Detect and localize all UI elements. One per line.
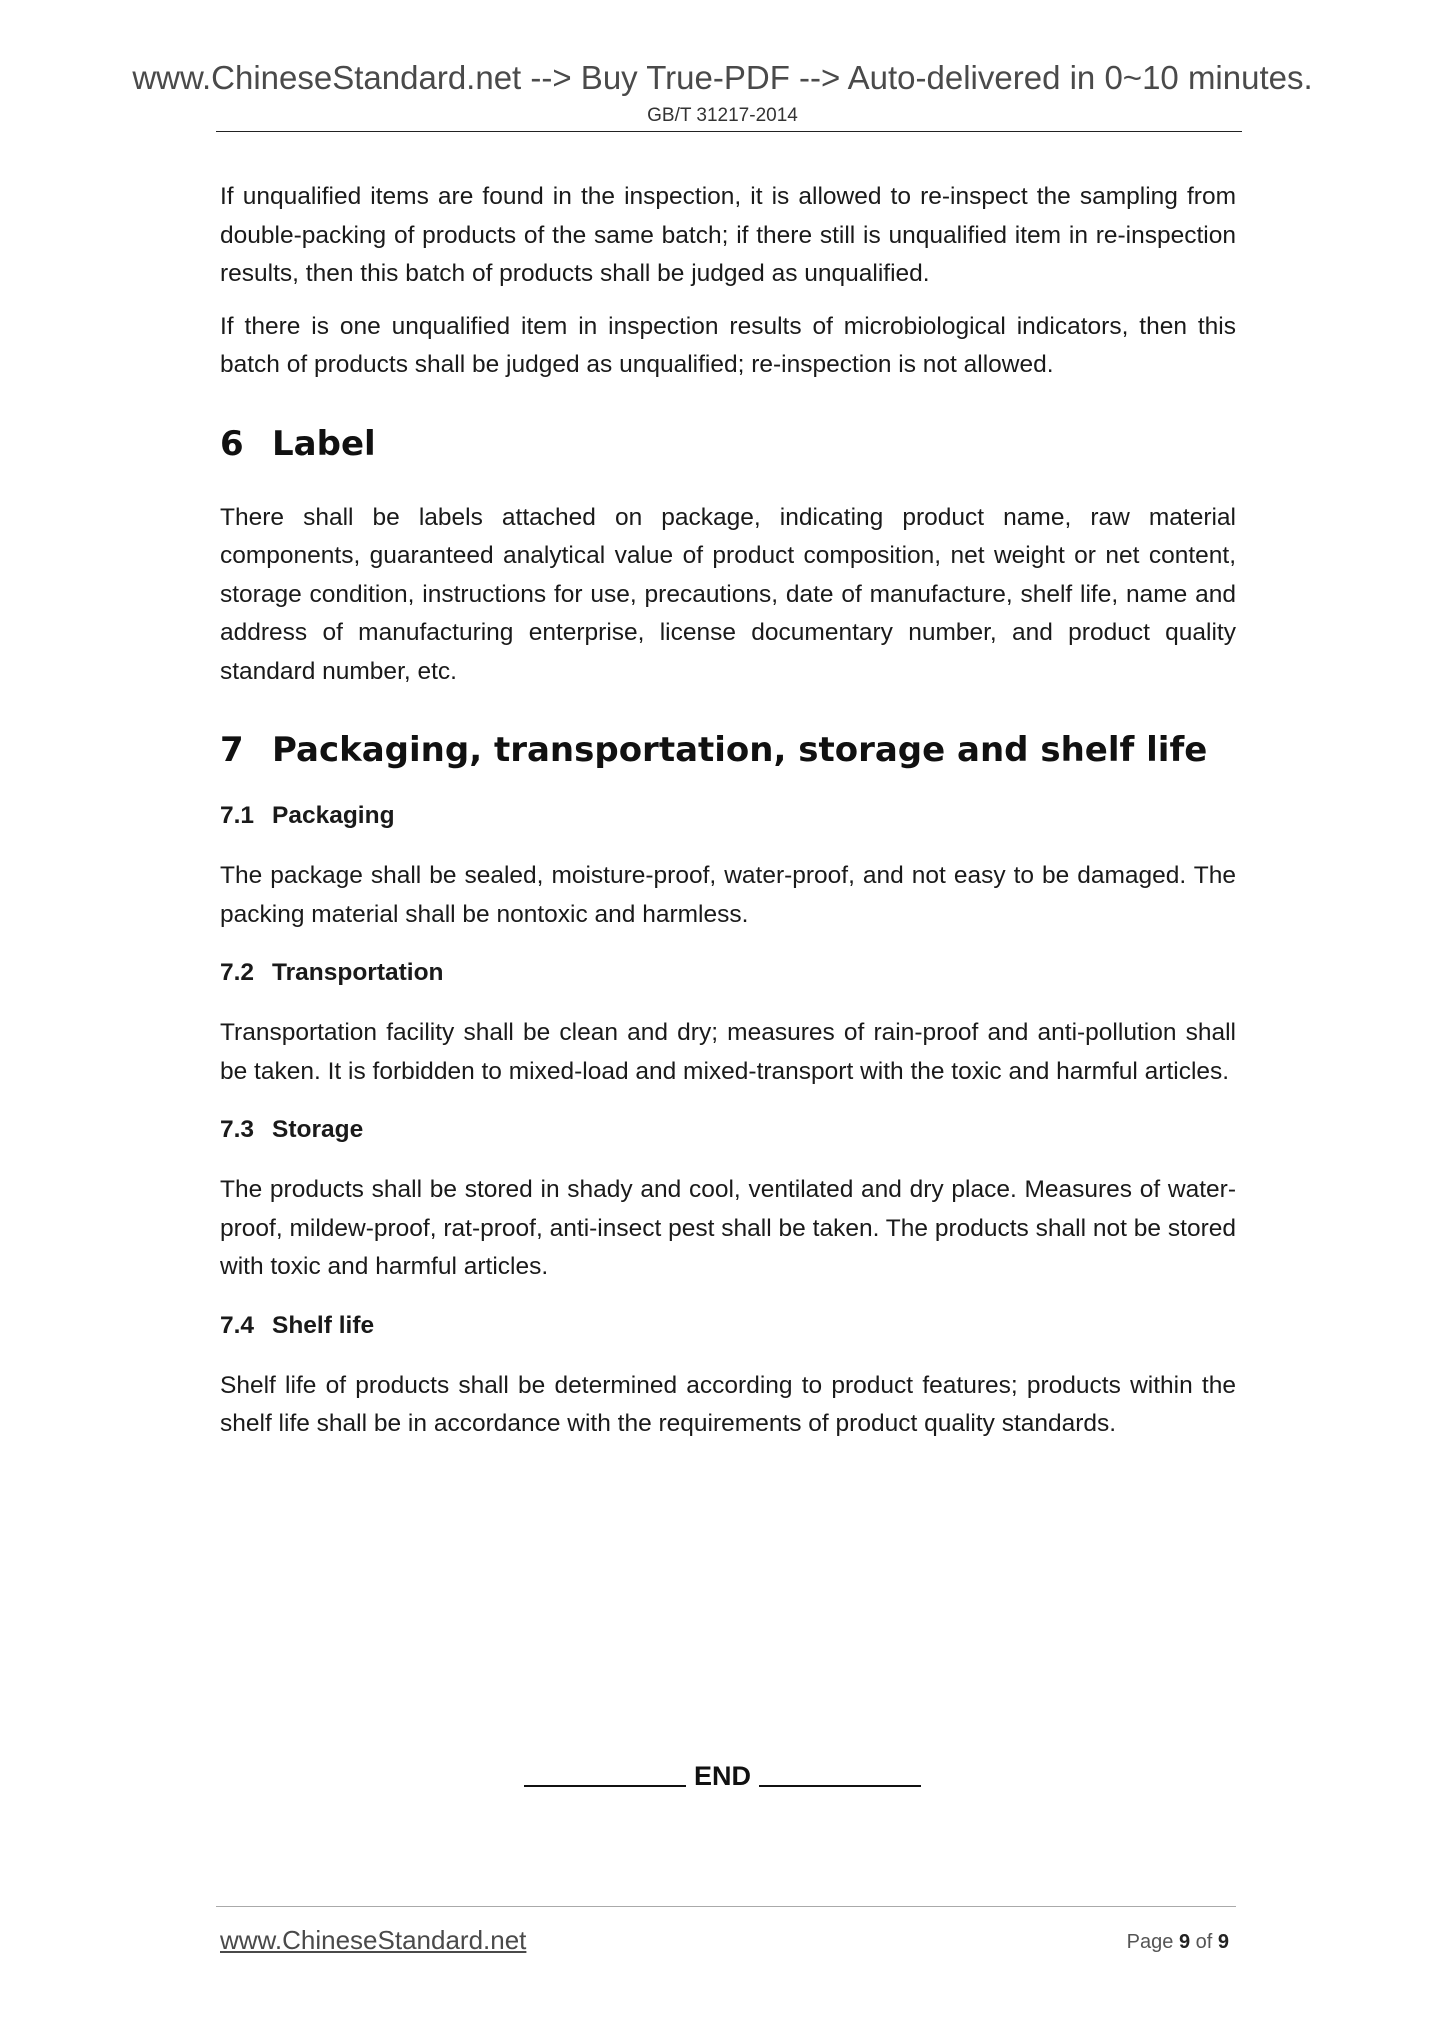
page-content [220,178,1236,1444]
subsection-title: Shelf life [272,1311,375,1339]
page-total: 9 [1217,1931,1229,1953]
subsection-heading-transportation [220,956,1236,990]
section-title: Label [272,423,376,464]
subsection-number: 7.1 [220,802,255,829]
end-label: END [693,1761,751,1791]
subsection-number: 7.2 [220,959,255,986]
section-heading-packaging [220,729,1236,771]
end-underline-left [524,1785,686,1787]
footer-divider [216,1906,1236,1907]
subsection-number: 7.4 [220,1311,255,1339]
page-indicator [1127,1928,1229,1956]
section-title: Packaging, transportation, storage and shelf life [272,730,1208,770]
header-divider [216,131,1242,132]
page-of: of [1195,1931,1213,1953]
subsection-heading-shelf-life [220,1309,1236,1343]
section-number: 6 [220,423,244,464]
section-number: 7 [220,730,244,770]
paragraph-microbiological: If there is one unqualified item in inspection results of microbiological indicators, then this batch of products shall be judged as unqualified; re-inspection is not allowed. [220,312,1236,378]
subsection-heading-packaging [220,799,1236,833]
end-marker [0,1758,1445,1794]
paragraph-packaging: The package shall be sealed, moisture-proof, water-proof, and not easy to be damaged. The packing material shall be nontoxic and harmless. [220,862,1236,928]
paragraph-label: There shall be labels attached on package, indicating product name, raw material components, guaranteed analytical value of product composition, net weight or net content, storage condition, instructions for use, precautions, date of manufacture, shelf life, name and address of manufacturing enterprise, license documentary number, and product quality standard number, etc. [220,503,1236,685]
page-prefix: Page [1126,1931,1174,1953]
footer-site-link[interactable]: www.ChineseStandard.net [220,1925,527,1955]
section-heading-label [220,423,1236,465]
subsection-title: Packaging [272,802,395,829]
paragraph-transportation: Transportation facility shall be clean and dry; measures of rain-proof and anti-pollution shall be taken. It is forbidden to mixed-load and mixed-transport with the toxic and harmful articles. [220,1019,1236,1085]
subsection-title: Transportation [272,959,444,986]
end-underline-right [759,1785,921,1787]
page-current: 9 [1178,1931,1191,1953]
paragraph-reinspection: If unqualified items are found in the inspection, it is allowed to re-inspect the sampling from double-packing of products of the same batch; if there still is unqualified item in re-inspection results, then this batch of products shall be judged as unqualified. [220,183,1236,287]
subsection-title: Storage [272,1116,364,1143]
paragraph-storage: The products shall be stored in shady and cool, ventilated and dry place. Measures of water-proof, mildew-proof, rat-proof, anti-insect pest shall be taken. The products shall not be stored with toxic and harmful articles. [220,1176,1236,1280]
subsection-heading-storage [220,1113,1236,1147]
subsection-number: 7.3 [220,1116,255,1143]
document-code: GB/T 31217-2014 [647,105,798,126]
site-banner[interactable]: www.ChineseStandard.net --> Buy True-PDF --> Auto-delivered in 0~10 minutes. [132,59,1313,96]
paragraph-shelf-life: Shelf life of products shall be determined according to product features; products within the shelf life shall be in accordance with the requirements of product quality standards. [220,1371,1236,1437]
